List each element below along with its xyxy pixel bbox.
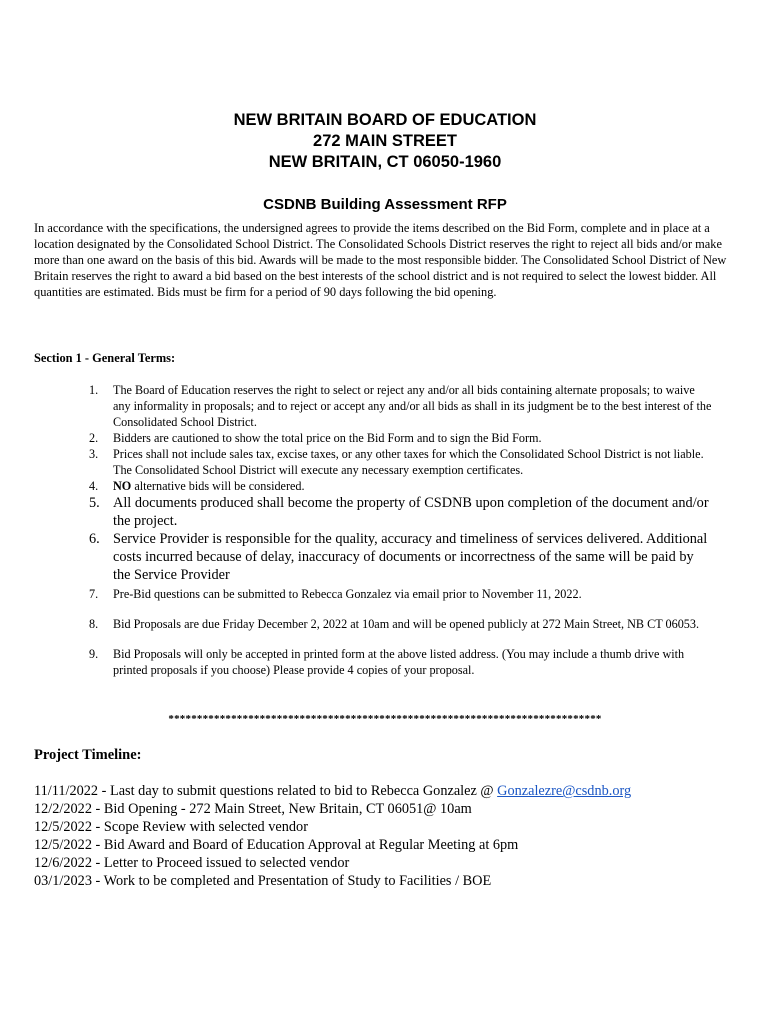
- term-text: Prices shall not include sales tax, excise taxes, or any other taxes for which the Consolidated School District is not liable. The Consolidated School District will execute any necessary exemption certificates.: [113, 447, 704, 477]
- term-item-8: [0, 616, 713, 632]
- email-link[interactable]: Gonzalezre@csdnb.org: [497, 783, 632, 799]
- letterhead-street: 272 MAIN STREET: [313, 132, 457, 150]
- term-number: 1.: [89, 383, 99, 397]
- term-item-5: [0, 494, 713, 530]
- term-text: Bid Proposals are due Friday December 2, 2022 at 10am and will be opened publicly at 272 Main Street, NB CT 06053.: [113, 617, 700, 631]
- term-item-7: [0, 586, 713, 602]
- project-timeline: [34, 782, 754, 890]
- term-text: Bidders are cautioned to show the total price on the Bid Form and to sign the Bid Form.: [113, 431, 542, 445]
- term-text: All documents produced shall become the property of CSDNB upon completion of the document and/or the project.: [113, 495, 709, 529]
- term-number: 4.: [89, 479, 99, 493]
- letterhead-city: NEW BRITAIN, CT 06050-1960: [268, 153, 502, 171]
- term-item-3: [0, 446, 713, 478]
- term-text: alternative bids will be considered.: [131, 479, 305, 493]
- intro-paragraph: In accordance with the specifications, the undersigned agrees to provide the items described on the Bid Form, complete and in place at a location designated by the Consolidated School District. The Consolidated Schools District reserves the right to reject all bids and/or make more than one award on the basis of this bid. Awards will be made to the most responsible bidder. The Consolidated School District of New Britain reserves the right to award a bid based on the best interests of the school district and is not required to select the lowest bidder. All quantities are estimated. Bids must be firm for a period of 90 days following the bid opening.: [34, 221, 727, 300]
- timeline-row-2: 12/2/2022 - Bid Opening - 272 Main Street, New Britain, CT 06051@ 10am: [34, 801, 472, 817]
- term-item-9: [0, 646, 713, 678]
- letterhead: [0, 110, 770, 173]
- term-number: 6.: [89, 531, 100, 547]
- term-number: 2.: [89, 431, 99, 445]
- term-text: Pre-Bid questions can be submitted to Rebecca Gonzalez via email prior to November 11, 2022.: [113, 587, 582, 601]
- general-terms-list: [0, 382, 770, 678]
- term-item-4: [0, 478, 713, 494]
- timeline-text: 11/11/2022 - Last day to submit questions related to bid to Rebecca Gonzalez @: [34, 783, 498, 799]
- term-item-6: [0, 530, 713, 584]
- term-number: 7.: [89, 587, 99, 601]
- term-text: Service Provider is responsible for the quality, accuracy and timeliness of services delivered. Additional costs incurred because of delay, inaccuracy of documents or incorrectness of the same will be paid by the Service Provider: [113, 531, 708, 583]
- timeline-heading: Project Timeline:: [34, 747, 142, 763]
- timeline-row-1: [34, 782, 754, 800]
- separator-line: ****************************************************************************: [168, 713, 602, 725]
- term-item-2: [0, 430, 713, 446]
- timeline-row-6: 03/1/2023 - Work to be completed and Presentation of Study to Facilities / BOE: [34, 873, 492, 889]
- term-number: 8.: [89, 617, 99, 631]
- term-number: 5.: [89, 495, 100, 511]
- timeline-row-4: 12/5/2022 - Bid Award and Board of Education Approval at Regular Meeting at 6pm: [34, 837, 519, 853]
- term-text: The Board of Education reserves the right to select or reject any and/or all bids containing alternate proposals; to waive any informality in proposals; and to reject or accept any and/or all bids as shall in its judgment be to the best interest of the Consolidated School District.: [113, 383, 712, 429]
- term-item-1: [0, 382, 713, 430]
- term-number: 9.: [89, 647, 99, 661]
- term-number: 3.: [89, 447, 99, 461]
- term-emphasis: NO: [113, 479, 132, 493]
- timeline-row-5: 12/6/2022 - Letter to Proceed issued to selected vendor: [34, 855, 350, 871]
- timeline-row-3: 12/5/2022 - Scope Review with selected vendor: [34, 819, 308, 835]
- section-1-heading: Section 1 - General Terms:: [34, 351, 176, 365]
- rfp-title: CSDNB Building Assessment RFP: [263, 196, 507, 213]
- letterhead-organization: NEW BRITAIN BOARD OF EDUCATION: [233, 111, 537, 129]
- term-text: Bid Proposals will only be accepted in printed form at the above listed address. (You may include a thumb drive with printed proposals if you choose) Please provide 4 copies of your proposal.: [113, 647, 685, 677]
